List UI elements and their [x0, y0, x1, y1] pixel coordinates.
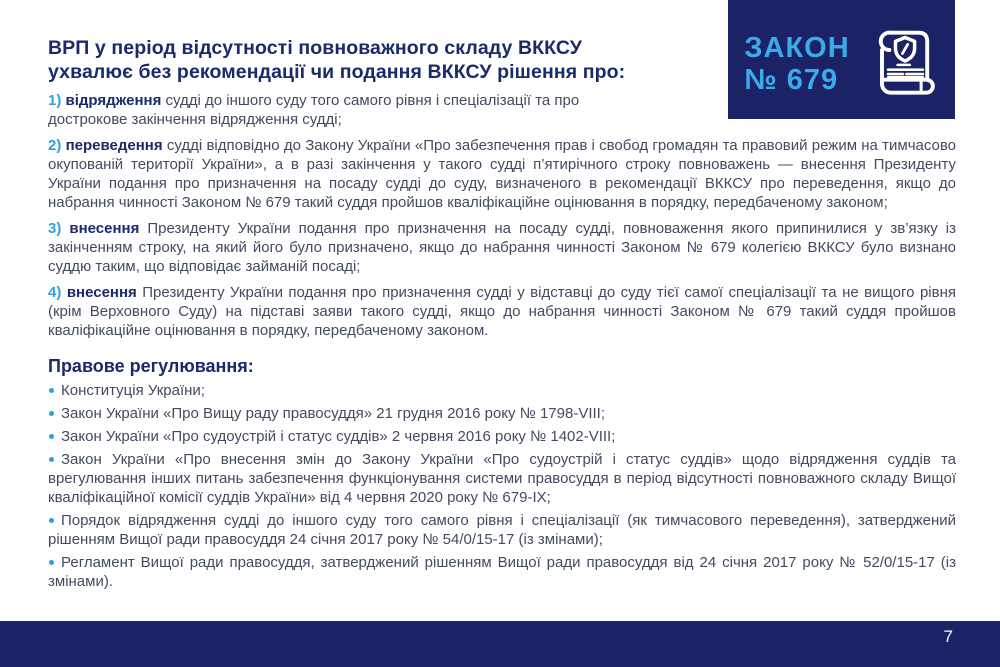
bullet-dot-icon [49, 560, 54, 565]
item-keyword: внесення [66, 284, 137, 301]
law-badge-line1: ЗАКОН [744, 31, 850, 64]
footer-bar [0, 621, 1000, 667]
page-number: 7 [943, 627, 953, 646]
list-item-1 [48, 91, 658, 129]
law-badge [728, 0, 955, 119]
list-item-4 [48, 283, 956, 340]
item-marker: 1) [48, 92, 62, 109]
bullet-text: Закон України «Про Вищу раду правосуддя» 21 грудня 2016 року № 1798-VIII; [61, 405, 605, 422]
item-marker: 2) [48, 137, 62, 154]
legal-bullet-3 [48, 427, 956, 446]
legal-section-heading: Правове регулювання: [48, 356, 254, 376]
bullet-text: Регламент Вищої ради правосуддя, затверджений рішенням Вищої ради правосуддя від 24 січня 2017 року № 52/0/15-17 (із змінами). [48, 554, 956, 590]
main-content [48, 36, 956, 591]
item-text: Президенту України подання про призначення на посаду судді, повноваження якого припинилися у зв’язку із закінченням строку, на який його було призначено, якщо до набрання чинності Законом № 679 колегією ВККСУ було визнано суддю таким, що відповідає займаній посаді; [48, 220, 957, 275]
page-title-line1: ВРП у період відсутності повноважного складу ВККСУ [48, 37, 583, 59]
bullet-text: Закон України «Про судоустрій і статус суддів» 2 червня 2016 року № 1402-VIII; [61, 428, 616, 445]
bullet-text: Конституція України; [61, 382, 205, 399]
law-badge-line2: № 679 [744, 63, 839, 96]
law-scroll-shield-icon [865, 24, 939, 104]
bullet-dot-icon [49, 518, 54, 523]
item-marker: 3) [48, 220, 62, 237]
bullet-dot-icon [49, 411, 54, 416]
legal-bullet-2 [48, 404, 956, 423]
bullet-text: Закон України «Про внесення змін до Закону України «Про судоустрій і статус суддів» щодо відрядження суддів та врегулювання інших питань забезпечення функціонування системи правосуддя в період відсутності повноважного складу Вищої кваліфікаційної комісії суддів України» від 4 червня 2020 року № 679-IX; [48, 451, 956, 506]
bullet-text: Порядок відрядження судді до іншого суду того самого рівня і спеціалізації (як тимчасового переведення), затверджений рішенням Вищої ради правосуддя 24 січня 2017 року № 54/0/15-17 (із змінами); [48, 512, 956, 548]
item-text: Президенту України подання про призначення судді у відставці до суду тієї самої спеціалізації та не вищого рівня (крім Верховного Суду) на підставі заяви такого судді, якщо до набрання чинності Законом № 679 такий суддя пройшов кваліфікаційне оцінювання в порядку, передбаченому законом. [48, 284, 957, 339]
legal-bullet-4 [48, 450, 956, 507]
item-keyword: переведення [65, 137, 163, 154]
page-title-line2: ухвалює без рекомендації чи подання ВККСУ рішення про: [48, 61, 626, 83]
bullet-dot-icon [49, 388, 54, 393]
legal-bullet-1 [48, 381, 956, 400]
item-keyword: внесення [69, 220, 140, 237]
bullet-dot-icon [49, 434, 54, 439]
legal-bullet-6 [48, 553, 956, 591]
legal-bullet-5 [48, 511, 956, 549]
bullet-dot-icon [49, 457, 54, 462]
list-item-2 [48, 136, 956, 212]
law-badge-title [744, 32, 849, 96]
item-text: судді до іншого суду того самого рівня і спеціалізації та про дострокове закінчення відрядження судді; [48, 92, 580, 128]
list-item-3 [48, 219, 956, 276]
item-marker: 4) [48, 284, 62, 301]
item-text: судді відповідно до Закону України «Про забезпечення прав і свобод громадян та правовий режим на тимчасово окупованій території України», а в разі закінчення у такого судді п’ятирічного строку повноважень — внесення Президенту України подання про призначення на посаду судді до суду, визначеного в рекомендації ВККСУ про переведення, якщо до набрання чинності Законом № 679 такий суддя пройшов кваліфікаційне оцінювання в порядку, передбаченому законом; [48, 137, 957, 211]
item-keyword: відрядження [65, 92, 162, 109]
